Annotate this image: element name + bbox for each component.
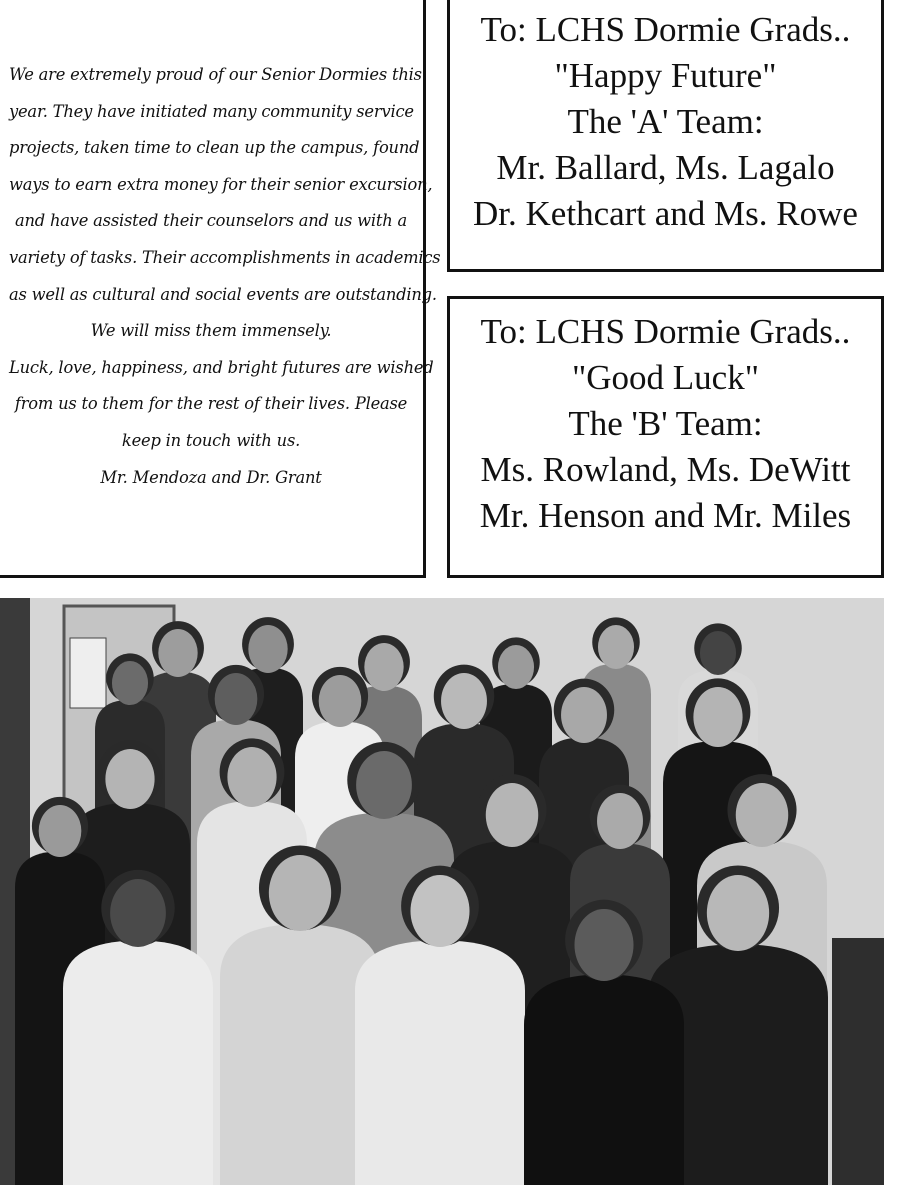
person-face (486, 783, 538, 847)
a-team-line: To: LCHS Dormie Grads.. (480, 10, 851, 49)
person-face (693, 687, 742, 747)
a-team-message (450, 7, 881, 237)
b-team-line: The 'B' Team: (568, 404, 763, 443)
person-body (63, 941, 213, 1185)
couch-arm (832, 938, 884, 1185)
b-team-message (450, 309, 881, 539)
a-team-line: The 'A' Team: (567, 102, 764, 141)
person-face (105, 749, 154, 809)
door-notice (70, 638, 106, 708)
person-body (355, 940, 525, 1185)
letter-line: We will miss them immensely. (90, 321, 332, 341)
person-face (597, 793, 643, 849)
letter-line: Luck, love, happiness, and bright futures are wished (9, 357, 434, 377)
a-team-line: "Happy Future" (554, 56, 777, 95)
person-face (736, 783, 788, 847)
person-face (364, 643, 403, 691)
a-team-message-box (447, 0, 884, 272)
person-face (598, 625, 634, 669)
letter-line: We are extremely proud of our Senior Dormies this (9, 65, 422, 84)
person-face (319, 675, 362, 727)
person-face (356, 751, 412, 819)
letter-line: year. They have initiated many community service (9, 101, 414, 121)
person-face (574, 909, 633, 981)
person-face (441, 673, 487, 729)
person-body (524, 974, 684, 1185)
person-face (498, 645, 534, 689)
group-photo (0, 598, 884, 1185)
letter-line: ways to earn extra money for their senior excursion, (9, 174, 433, 194)
letter-signature: Mr. Mendoza and Dr. Grant (100, 467, 322, 487)
person-face (110, 879, 166, 947)
b-team-line: "Good Luck" (571, 358, 759, 397)
letter-line: as well as cultural and social events are outstanding. (9, 284, 437, 304)
b-team-line: To: LCHS Dormie Grads.. (480, 312, 851, 351)
person-face (227, 747, 276, 807)
person-face (112, 661, 148, 705)
person-face (410, 875, 469, 947)
b-team-line: Ms. Rowland, Ms. DeWitt (480, 450, 851, 489)
letter-box (0, 0, 441, 578)
person-face (269, 855, 331, 931)
person-face (561, 687, 607, 743)
group-photo-image (0, 598, 884, 1185)
letter-line: variety of tasks. Their accomplishments in academics (9, 247, 441, 267)
letter-line: keep in touch with us. (121, 430, 301, 450)
letter-line: projects, taken time to clean up the campus, found (9, 138, 420, 158)
person-face (707, 875, 769, 951)
a-team-line: Mr. Ballard, Ms. Lagalo (496, 148, 835, 187)
person-face (158, 629, 197, 677)
letter-line: from us to them for the rest of their lives. Please (14, 394, 408, 414)
letter-line: and have assisted their counselors and us with a (14, 211, 408, 231)
person-face (248, 625, 287, 673)
b-team-message-box (447, 296, 884, 578)
b-team-line: Mr. Henson and Mr. Miles (479, 496, 852, 535)
person-face (700, 631, 736, 675)
a-team-line: Dr. Kethcart and Ms. Rowe (473, 194, 858, 233)
person-face (39, 805, 82, 857)
letter-text (9, 57, 441, 496)
person-face (215, 673, 258, 725)
